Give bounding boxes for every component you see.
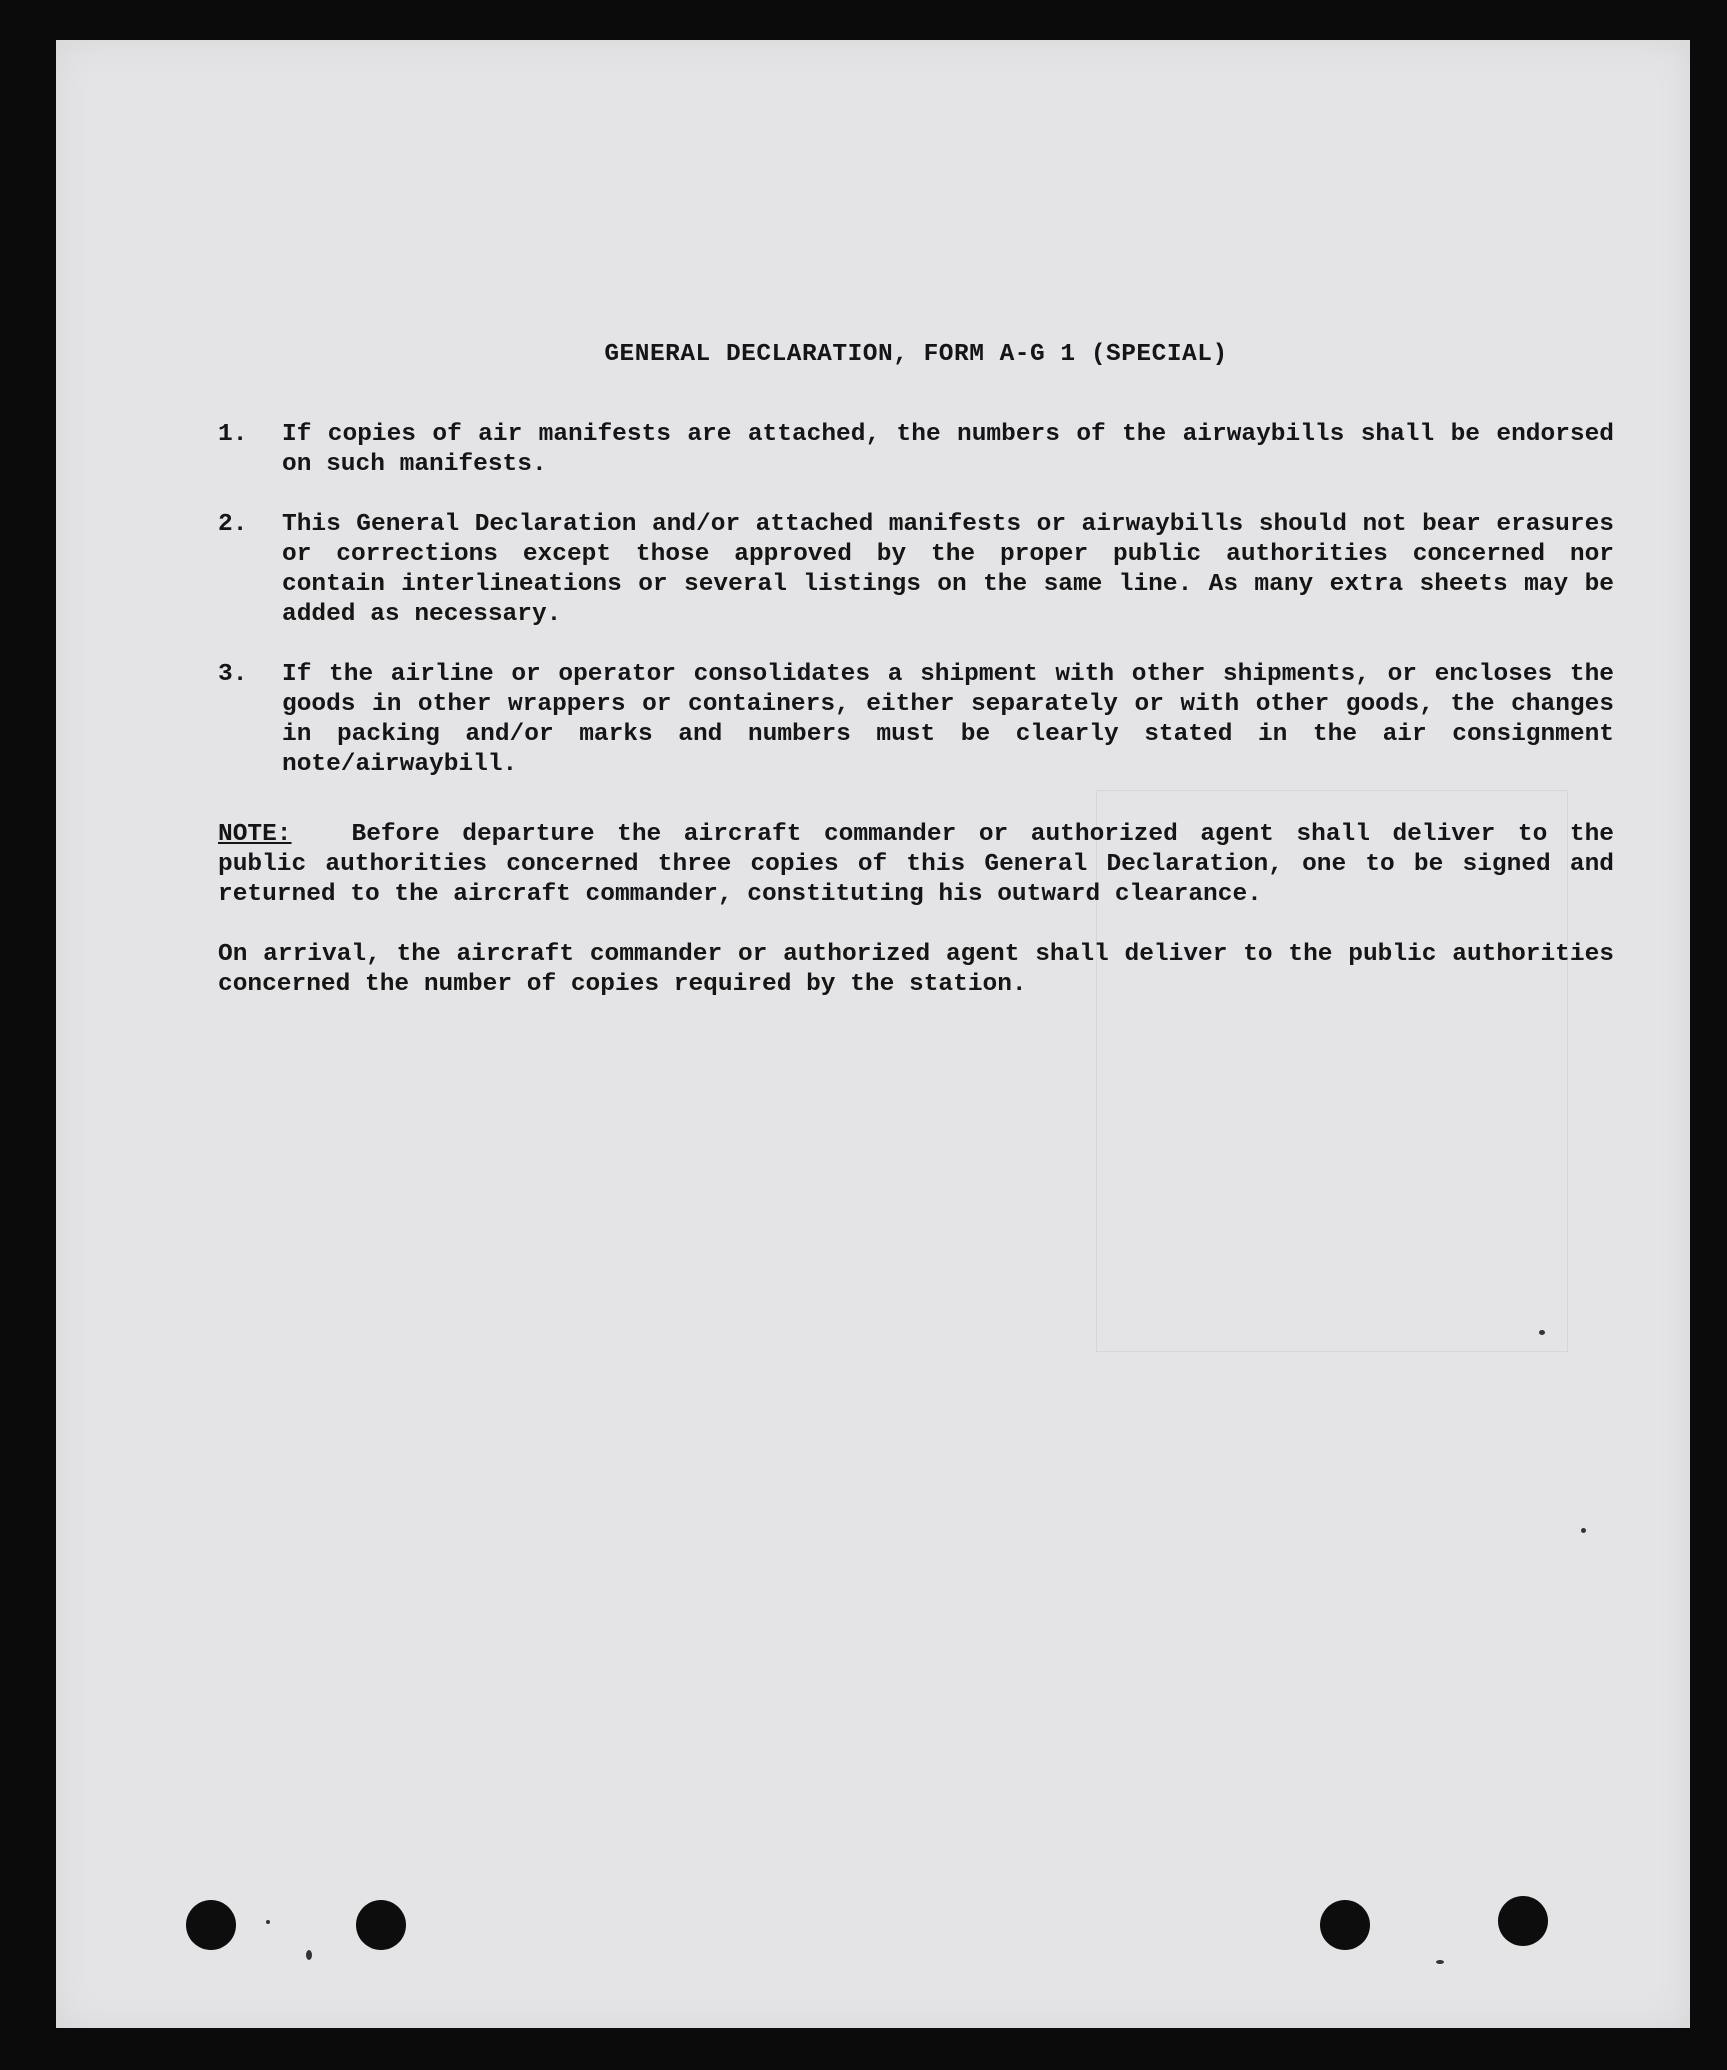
punch-hole — [356, 1900, 406, 1950]
punch-hole — [1320, 1900, 1370, 1950]
item-number: 2. — [218, 511, 248, 538]
scan-speck — [1581, 1528, 1586, 1533]
document-body — [218, 340, 1614, 1000]
item-text: This General Declaration and/or attached manifests or airwaybills should not bear erasures or corrections except those approved by the proper public authorities concerned nor contain interlineations or several listings on the same line. As many extra sheets may be added as necessary. — [282, 511, 1614, 628]
arrival-paragraph: On arrival, the aircraft commander or authorized agent shall deliver to the public authorities concerned the number of copies required by the station. — [218, 941, 1614, 998]
scan-speck — [266, 1920, 270, 1924]
list-item — [218, 420, 1614, 480]
document-title: GENERAL DECLARATION, FORM A-G 1 (SPECIAL) — [604, 341, 1228, 368]
list-item — [218, 510, 1614, 630]
punch-hole — [186, 1900, 236, 1950]
item-text: If copies of air manifests are attached, the numbers of the airwaybills shall be endorsed on such manifests. — [282, 421, 1614, 478]
punch-hole — [1498, 1896, 1548, 1946]
note-label: NOTE: — [218, 821, 292, 848]
scan-speck — [306, 1950, 312, 1960]
scan-speck — [1539, 1330, 1545, 1335]
document-page — [56, 40, 1690, 2028]
note-paragraph — [218, 820, 1614, 910]
item-number: 1. — [218, 421, 248, 448]
item-number: 3. — [218, 661, 248, 688]
scan-speck — [1436, 1960, 1444, 1964]
list-item — [218, 660, 1614, 780]
item-text: If the airline or operator consolidates a shipment with other shipments, or encloses the goods in other wrappers or containers, either separately or with other goods, the changes in packing and/or marks and numbers must be clearly stated in the air consignment note/airwaybill. — [282, 661, 1614, 778]
note-text: Before departure the aircraft commander or authorized agent shall deliver to the public authorities concerned three copies of this General Declaration, one to be signed and returned to the aircraft commander, constituting his outward clearance. — [218, 821, 1614, 908]
